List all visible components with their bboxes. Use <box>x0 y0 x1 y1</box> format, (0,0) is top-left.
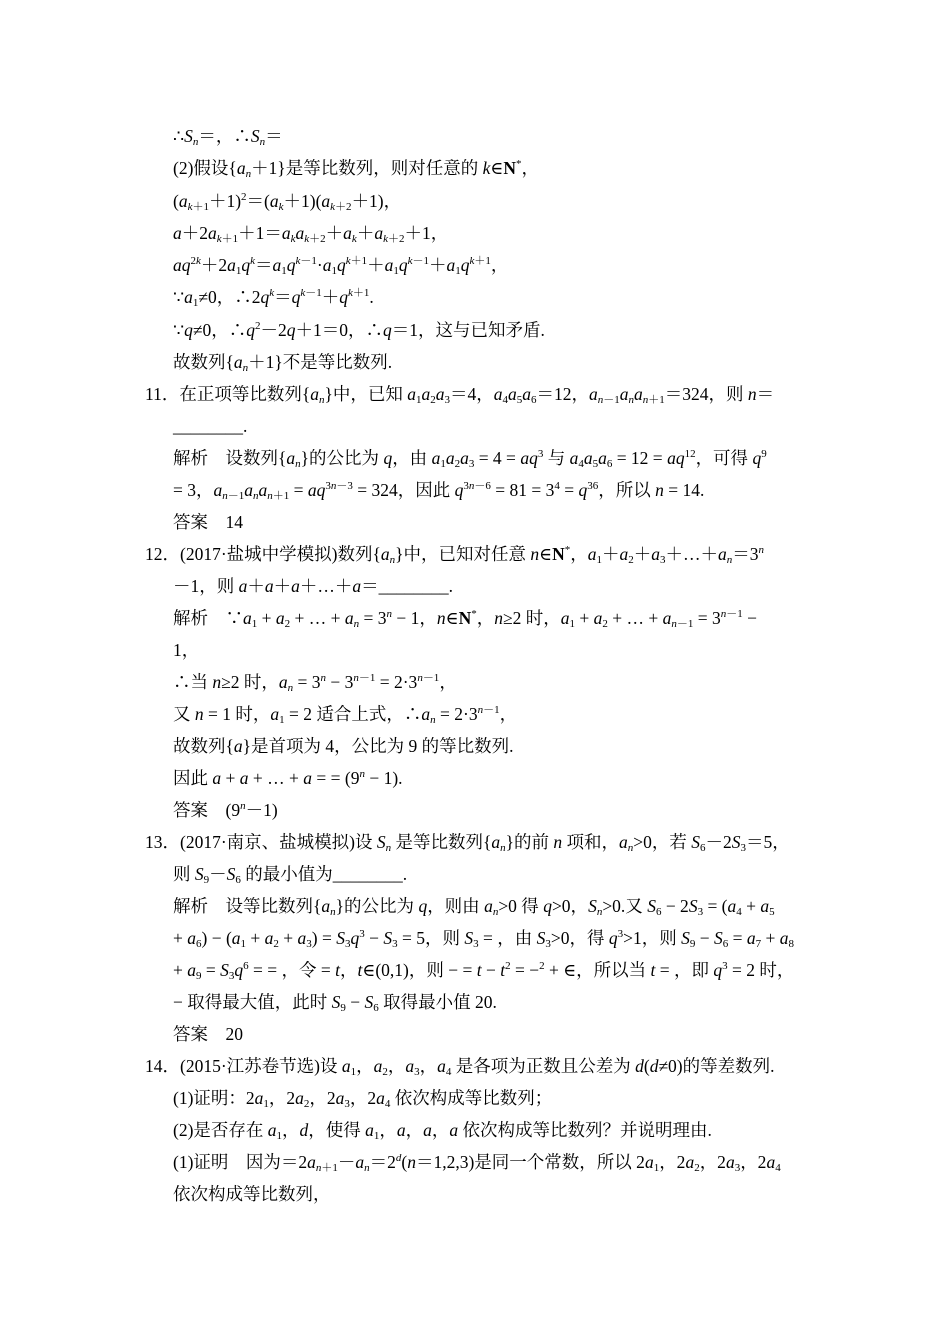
text-line: (1)证明 因为$=2a_{n+1}-a_n=2^d(n=1,2,3)$是同一个常数，所以 $2a_1$，$2a_2$，$2a_3$，$2a_4$ <box>173 1152 781 1174</box>
text-line: 14．(2015·江苏卷节选)设 $a_1$，$a_2$，$a_3$，$a_4$ 是各项为正数且公差为 d(d≠0)的等差数列. <box>145 1056 775 1078</box>
text-line: $a+2a_{k+1}+1=a_ka_{k+2}+a_k+a_{k+2}+1$， <box>173 223 449 245</box>
text-line: 依次构成等比数列， <box>173 1184 331 1204</box>
text-line: $\because a_1\ne 0$，$\therefore 2q^k=q^{k-1}+q^{k+1}$. <box>173 287 374 309</box>
text-line: = 3，$a_{n-1}a_na_{n+1} = aq^{3n-3} = 324$，因此 $q^{3n-6} = 81 = 3^4 = q^{36}$，所以 n = 14. <box>173 480 705 502</box>
text-line: (2)假设$\{a_n+1\}$是等比数列，则对任意的 k∈N*， <box>173 158 539 180</box>
text-line: − 取得最大值，此时 $S_9 - S_6$ 取得最小值 20. <box>173 992 497 1014</box>
text-line: 因此 a + a + … + a = = $(9^n - 1)$. <box>173 768 403 788</box>
text-line: (2)是否存在 $a_1$，d，使得 $a_1$，a，a，a 依次构成等比数列？并说明理由. <box>173 1120 712 1142</box>
text-line: (1)证明：$2a_1$，$2a_2$，$2a_3$，$2a_4$ 依次构成等比数列； <box>173 1088 553 1110</box>
text-line: 答案 20 <box>173 1024 243 1044</box>
text-line: 答案 14 <box>173 512 243 532</box>
text-line: ∴当 n≥2 时，$a_n = 3^n - 3^{n-1} = 2\cdot 3^{n-1}$， <box>173 672 457 694</box>
text-line: 又 n = 1 时，$a_1 = 2$ 适合上式，$\therefore a_n = 2\cdot 3^{n-1}$， <box>173 704 518 726</box>
text-line: $(a_{k+1}+1)^2=(a_k+1)(a_{k+2}+1)$， <box>173 191 402 213</box>
text-line: 1， <box>173 640 200 660</box>
text-line: + $a_6) - (a_1 + a_2 + a_3) = S_3q^3 - S_3 = 5$，则 $S_3$ = ，由 $S_3>0$，得 $q^3>1$，则 $S_9 - S_6 = a_7 + a_8$ <box>173 928 794 950</box>
text-line: 答案 $(9^n-1)$ <box>173 800 278 820</box>
text-line: + $a_9 = S_3q^6$ = = ，令 = t，t∈(0,1)，则 − = $t - t^2 = -^2$ + ∈，所以当 t = ，即 $q^3 = 2$ 时， <box>173 960 795 982</box>
text-line: 故数列{a}是首项为 4，公比为 9 的等比数列. <box>173 736 514 756</box>
text-line: ∵q≠0，$\therefore q^2-2q+1=0$，∴q＝1，这与已知矛盾. <box>173 320 545 340</box>
text-line: ________. <box>173 416 248 436</box>
text-line: 解析 $\because a_1 + a_2$ + … + $a_n = 3^n - 1$，n∈N*，n≥2 时，$a_1 + a_2$ + … + $a_{n-1} = 3^{n-1}$ − <box>173 608 757 630</box>
text-line: 解析 设数列$\{a_n\}$的公比为 q，由 $a_1a_2a_3 = 4 = aq^3$ 与 $a_4a_5a_6 = 12 = aq^{12}$，可得 $q^9$ <box>173 448 767 470</box>
text-line: 故数列$\{a_n+1\}$不是等比数列. <box>173 352 393 374</box>
text-line: 12．(2017·盐城中学模拟)数列$\{a_n\}$中，已知对任意 n∈N*，$a_1+a_2+a_3+\dots+a_n=3^n$ <box>145 544 765 566</box>
text-line: 解析 设等比数列$\{a_n\}$的公比为 q，则由 $a_n>0$ 得 q>0，$S_n>0$.又 $S_6 - 2S_3 = (a_4 + a_5$ <box>173 896 775 918</box>
text-line: 13．(2017·南京、盐城模拟)设 $S_n$ 是等比数列$\{a_n\}$的前 n 项和，$a_n>0$，若 $S_6-2S_3=5$， <box>145 832 790 854</box>
text-line: $\therefore S_n=$，$\therefore S_n=$ <box>173 126 283 148</box>
text-line: 则 $S_9-S_6$ 的最小值为________. <box>173 864 408 886</box>
text-line: －1，则 a＋a＋a＋…＋a＝________. <box>173 576 453 596</box>
text-line: 11．在正项等比数列$\{a_n\}$中，已知 $a_1a_2a_3=4$，$a_4a_5a_6=12$，$a_{n-1}a_na_{n+1}=324$，则 n＝ <box>145 384 775 406</box>
text-line: $aq^{2k}+2a_1q^k=a_1q^{k-1}\cdot a_1q^{k+1}+a_1q^{k-1}+a_1q^{k+1}$， <box>173 255 509 277</box>
